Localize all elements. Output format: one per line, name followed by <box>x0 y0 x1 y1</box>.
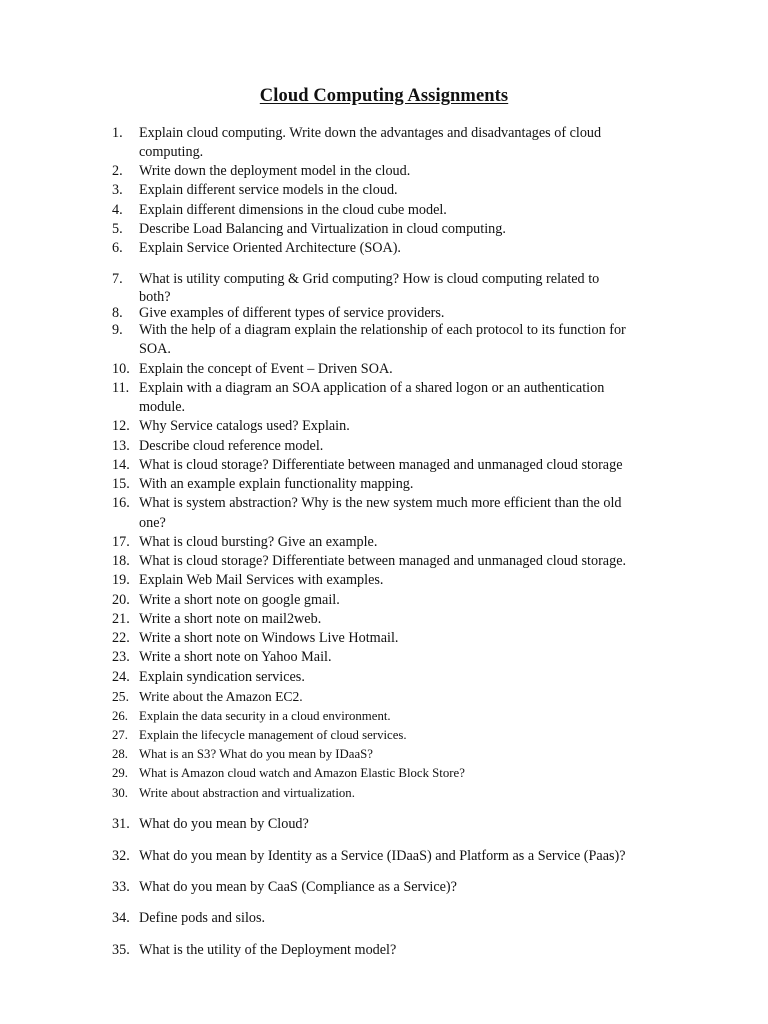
question-number: 2. <box>112 163 123 179</box>
question-number: 19. <box>112 572 130 588</box>
question-number: 28. <box>112 747 128 761</box>
question-text: Write a short note on Windows Live Hotmail. <box>139 630 399 646</box>
question-text: Explain Web Mail Services with examples. <box>139 572 384 588</box>
question-text: What do you mean by Identity as a Service (IDaaS) and Platform as a Service (Paas)? <box>139 848 626 864</box>
question-text: What do you mean by Cloud? <box>139 816 309 832</box>
question-text: Write a short note on google gmail. <box>139 592 340 608</box>
question-number: 22. <box>112 630 130 646</box>
question-number: 9. <box>112 322 123 338</box>
question-text: Explain different service models in the cloud. <box>139 182 398 198</box>
question-number: 26. <box>112 709 128 723</box>
question-text: SOA. <box>139 341 171 357</box>
question-number: 16. <box>112 495 130 511</box>
question-text: Explain different dimensions in the cloud cube model. <box>139 202 447 218</box>
question-number: 35. <box>112 942 130 958</box>
question-text: What is cloud storage? Differentiate between managed and unmanaged cloud storage <box>139 457 623 473</box>
question-text: Explain the data security in a cloud environment. <box>139 709 391 723</box>
question-text: Write about abstraction and virtualization. <box>139 786 355 800</box>
question-text: With the help of a diagram explain the relationship of each protocol to its function for <box>139 322 626 338</box>
question-text: Explain cloud computing. Write down the advantages and disadvantages of cloud <box>139 125 602 141</box>
question-text: Explain the concept of Event – Driven SOA. <box>139 361 393 377</box>
question-text: Describe Load Balancing and Virtualization in cloud computing. <box>139 221 506 237</box>
question-text: Give examples of different types of service providers. <box>139 305 445 321</box>
question-number: 30. <box>112 786 128 800</box>
question-text: Define pods and silos. <box>139 910 266 926</box>
question-number: 8. <box>112 305 123 321</box>
question-number: 14. <box>112 457 130 473</box>
question-number: 15. <box>112 476 130 492</box>
question-text: Write a short note on Yahoo Mail. <box>139 649 332 665</box>
question-number: 17. <box>112 534 130 550</box>
question-number: 11. <box>112 380 130 396</box>
question-text: module. <box>139 399 186 415</box>
question-text: With an example explain functionality mapping. <box>139 476 414 492</box>
question-text: What is utility computing & Grid computing? How is cloud computing related to <box>139 271 600 287</box>
question-number: 7. <box>112 271 123 287</box>
question-number: 23. <box>112 649 130 665</box>
question-number: 25. <box>112 689 129 704</box>
question-text: What is system abstraction? Why is the new system much more efficient than the old <box>139 495 622 511</box>
question-number: 29. <box>112 766 128 780</box>
question-number: 12. <box>112 418 130 434</box>
question-text: Why Service catalogs used? Explain. <box>139 418 350 434</box>
question-number: 1. <box>112 125 123 141</box>
question-number: 5. <box>112 221 123 237</box>
question-text: What is cloud bursting? Give an example. <box>139 534 378 550</box>
page-title: Cloud Computing Assignments <box>259 86 509 106</box>
question-number: 13. <box>112 438 130 454</box>
question-text: What is Amazon cloud watch and Amazon Elastic Block Store? <box>139 766 465 780</box>
question-number: 4. <box>112 202 123 218</box>
question-number: 21. <box>112 611 130 627</box>
question-text: one? <box>139 515 166 531</box>
question-number: 24. <box>112 669 130 685</box>
question-number: 3. <box>112 182 123 198</box>
question-number: 32. <box>112 848 130 864</box>
question-text: What is an S3? What do you mean by IDaaS? <box>139 747 373 761</box>
question-number: 6. <box>112 240 123 256</box>
question-text: Explain with a diagram an SOA application of a shared logon or an authentication <box>139 380 605 396</box>
question-number: 20. <box>112 592 130 608</box>
question-text: Write about the Amazon EC2. <box>139 689 303 704</box>
question-text: What do you mean by CaaS (Compliance as a Service)? <box>139 879 457 895</box>
question-number: 10. <box>112 361 130 377</box>
question-text: Describe cloud reference model. <box>139 438 324 454</box>
question-text: Explain syndication services. <box>139 669 305 685</box>
question-number: 31. <box>112 816 130 832</box>
question-text: Write down the deployment model in the cloud. <box>139 163 411 179</box>
question-text: both? <box>139 289 171 305</box>
question-number: 33. <box>112 879 130 895</box>
question-text: Explain Service Oriented Architecture (SOA). <box>139 240 401 256</box>
question-text: computing. <box>139 144 204 160</box>
question-text: Explain the lifecycle management of cloud services. <box>139 728 407 742</box>
question-text: What is the utility of the Deployment model? <box>139 942 397 958</box>
question-number: 27. <box>112 728 128 742</box>
question-number: 34. <box>112 910 130 926</box>
question-text: Write a short note on mail2web. <box>139 611 322 627</box>
question-text: What is cloud storage? Differentiate between managed and unmanaged cloud storage. <box>139 553 627 569</box>
question-number: 18. <box>112 553 130 569</box>
